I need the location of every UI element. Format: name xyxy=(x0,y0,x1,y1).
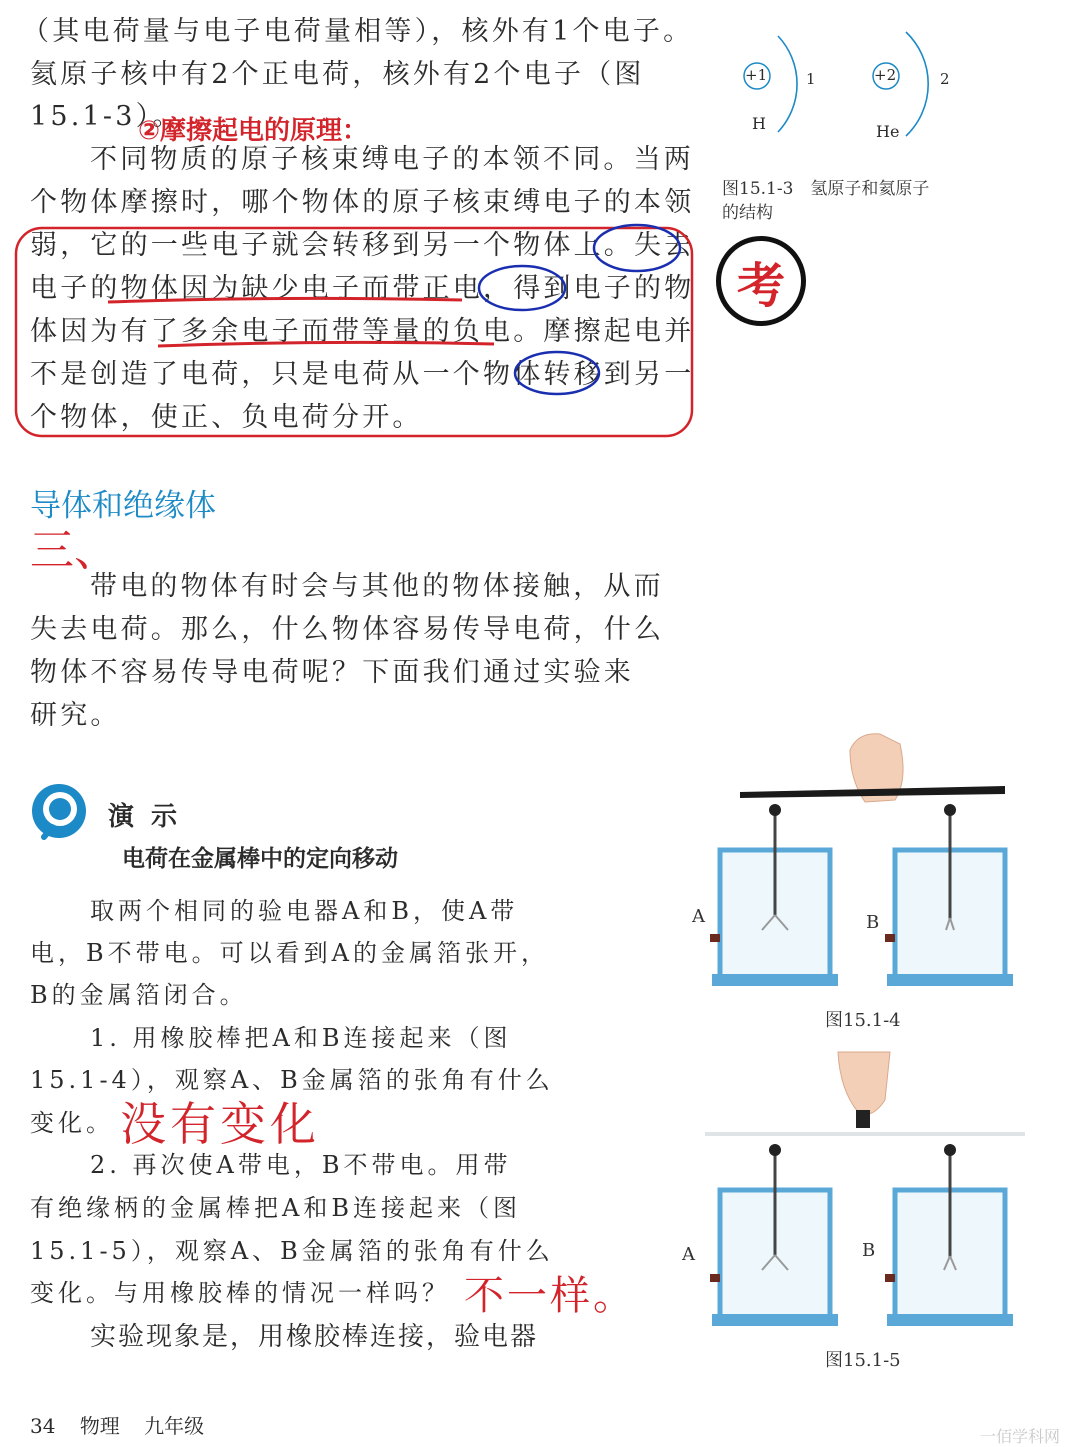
text-line: 15.1-4），观察A、B金属箔的张角有什么 xyxy=(30,1066,554,1094)
subject-label: 物理 xyxy=(79,1414,120,1438)
label-b: B xyxy=(866,912,880,933)
red-underline xyxy=(108,298,462,302)
magnifier-icon xyxy=(30,782,92,840)
h-label: H xyxy=(752,114,766,133)
watermark: 一佰学科网 xyxy=(980,1427,1061,1446)
text-line: 实验现象是，用橡胶棒连接，验电器 xyxy=(90,1322,539,1352)
text-line: 不是创造了电荷，只是电荷从一个物体转移到另一 xyxy=(30,359,695,390)
text-line: 变化。 xyxy=(30,1109,114,1137)
text-line: 15.1-5），观察A、B金属箔的张角有什么 xyxy=(30,1237,554,1265)
he-charge-label: +2 xyxy=(874,66,897,84)
annotation-principle: ②摩擦起电的原理： xyxy=(138,116,369,146)
text-line: 研究。 xyxy=(30,700,121,731)
text-line: （其电荷量与电子电荷量相等），核外有1个电子。 xyxy=(22,16,694,47)
text-line: B的金属箔闭合。 xyxy=(30,981,248,1009)
label-a: A xyxy=(692,906,705,927)
electroscope-metal-rod-illustration xyxy=(690,1050,1040,1340)
section-hand-number: 三、 xyxy=(30,525,118,576)
handwritten-markup xyxy=(0,0,720,450)
figure-caption-15-1-5: 图15.1-5 xyxy=(825,1350,901,1371)
he-shell xyxy=(906,32,928,136)
label-a: A xyxy=(682,1244,695,1265)
text-line: 2. 再次使A带电，B不带电。用带 xyxy=(90,1151,512,1179)
text-line: 失去电荷。那么，什么物体容易传导电荷，什么 xyxy=(30,614,665,645)
demo-label: 演 示 xyxy=(108,802,182,832)
text-line: 氦原子核中有2个正电荷，核外有2个电子（图 xyxy=(30,59,645,90)
h-shell xyxy=(778,36,797,132)
hand-answer-no-change: 没有变化 xyxy=(120,1097,320,1151)
red-highlight-box xyxy=(16,228,695,436)
exam-stamp-text: 考 xyxy=(736,257,785,314)
text-line: 有绝缘柄的金属棒把A和B连接起来（图 xyxy=(30,1194,521,1222)
blue-circle-lose xyxy=(594,225,680,271)
blue-circle-gain xyxy=(479,266,565,310)
text-line: 个物体，使正、负电荷分开。 xyxy=(30,402,423,433)
page-number: 34 xyxy=(30,1414,56,1438)
text-line: 1. 用橡胶棒把A和B连接起来（图 xyxy=(90,1024,512,1052)
text-line: 不同物质的原子核束缚电子的本领不同。当两 xyxy=(90,144,694,175)
hand-answer-different: 不一样。 xyxy=(464,1273,636,1319)
h-charge-label: +1 xyxy=(745,66,768,84)
red-underline xyxy=(158,342,494,346)
figure-caption-15-1-3: 图15.1-3 氢原子和氦原子 xyxy=(722,179,930,199)
grade-label: 九年级 xyxy=(144,1414,205,1438)
text-line: 取两个相同的验电器A和B，使A带 xyxy=(90,897,519,925)
text-line: 物体不容易传导电荷呢？下面我们通过实验来 xyxy=(30,657,634,688)
text-line: 弱，它的一些电子就会转移到另一个物体上。失去 xyxy=(30,230,695,261)
demo-title: 电荷在金属棒中的定向移动 xyxy=(122,846,398,872)
text-line: 变化。与用橡胶棒的情况一样吗？ xyxy=(30,1279,450,1307)
text-line: 电子的物体因为缺少电子而带正电，得到电子的物 xyxy=(30,273,695,304)
exam-point-stamp xyxy=(716,236,806,326)
blue-circle-transfer xyxy=(515,352,599,394)
figure-caption-15-1-3-cont: 的结构 xyxy=(722,203,773,223)
text-line: 体因为有了多余电子而带等量的负电。摩擦起电并 xyxy=(30,316,695,347)
figure-caption-15-1-4: 图15.1-4 xyxy=(825,1010,901,1031)
text-line: 个物体摩擦时，哪个物体的原子核束缚电子的本领 xyxy=(30,187,695,218)
he-label: He xyxy=(876,122,900,141)
he-shell-count: 2 xyxy=(940,70,950,88)
figure-15-1-4 xyxy=(690,730,1040,1005)
text-line: 电，B不带电。可以看到A的金属箔张开， xyxy=(30,939,549,967)
section-title: 导体和绝缘体 xyxy=(30,488,216,524)
h-shell-count: 1 xyxy=(806,70,816,88)
page-footer xyxy=(30,1410,204,1439)
label-b: B xyxy=(862,1240,876,1261)
text-line: 带电的物体有时会与其他的物体接触，从而 xyxy=(90,571,664,602)
text-line: 15.1-3）。 xyxy=(30,101,183,132)
figure-15-1-5 xyxy=(690,1050,1040,1340)
electroscope-rubber-rod-illustration xyxy=(690,730,1040,1005)
